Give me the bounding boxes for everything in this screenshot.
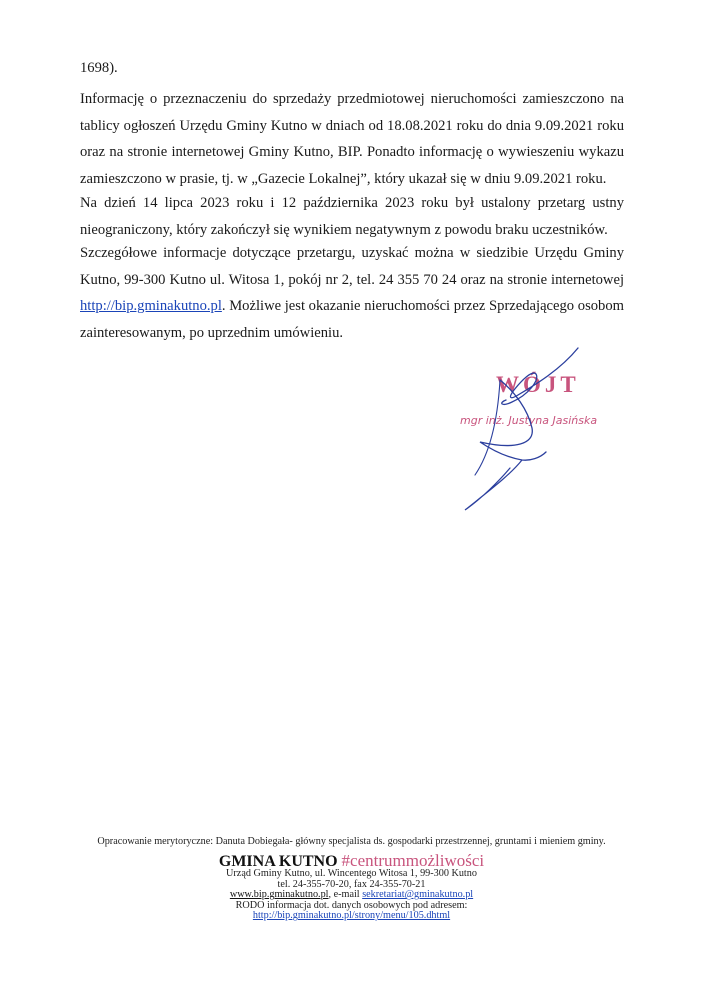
- stamp-title: WÓJT: [496, 372, 580, 397]
- footer-phones: tel. 24-355-70-20, fax 24-355-70-21: [277, 878, 426, 890]
- footer-email-label: , e-mail: [328, 889, 363, 901]
- paragraph-details: [80, 240, 624, 346]
- footer-email-link[interactable]: sekretariat@gminakutno.pl: [362, 889, 474, 901]
- footer-contact: [0, 869, 703, 922]
- footer-rodo-line: [0, 911, 703, 922]
- paragraph-announcement: Informację o przeznaczeniu do sprzedaży przedmiotowej nieruchomości zamieszczono na tablicy ogłoszeń Urzędu Gminy Kutno w dniach od 18.08.2021 roku do dnia 9.09.2021 roku oraz na stronie internetowej Gminy Kutno, BIP. Ponadto informację o wywieszeniu wykazu zamieszczono w prasie, tj. w „Gazecie Lokalnej”, który ukazał się w dniu 9.09.2021 roku.: [80, 91, 624, 187]
- footer-rodo-link[interactable]: http://bip.gminakutno.pl/strony/menu/105.dhtml: [252, 910, 451, 922]
- footer-website-link[interactable]: www.bip.gminakutno.pl: [229, 889, 329, 901]
- continuation-text: 1698).: [80, 60, 118, 76]
- paragraph-auction-result: Na dzień 14 lipca 2023 roku i 12 października 2023 roku był ustalony przetarg ustny nieograniczony, który zakończył się wynikiem negatywnym z powodu braku uczestników.: [80, 195, 624, 238]
- stamp-name: mgr inż. Justyna Jasińska: [460, 414, 598, 427]
- brand-name: GMINA KUTNO: [218, 853, 338, 870]
- footer-rodo-text: RODO informacja dot. danych osobowych pod adresem:: [235, 899, 468, 911]
- details-text: Szczegółowe informacje dotyczące przetargu, uzyskać można w siedzibie Urzędu Gminy Kutno, 99-300 Kutno ul. Witosa 1, pokój nr 2, tel. 24 355 70 24 oraz na stronie internetowej: [80, 245, 624, 288]
- details-text-end: . Możliwe jest okazanie nieruchomości przez Sprzedającego osobom zainteresowanym, po uprzednim umówieniu.: [80, 298, 624, 341]
- bip-link[interactable]: http://bip.gminakutno.pl: [80, 298, 222, 314]
- brand-tagline: #centrummożliwości: [341, 851, 485, 870]
- footer-office-address: Urząd Gminy Kutno, ul. Wincentego Witosa 1, 99-300 Kutno: [226, 868, 477, 879]
- footer-prepared-by: Opracowanie merytoryczne: Danuta Dobiegała- główny specjalista ds. gospodarki przestrzennej, gruntami i mieniem gminy.: [97, 836, 606, 847]
- handwritten-signature: [440, 340, 590, 530]
